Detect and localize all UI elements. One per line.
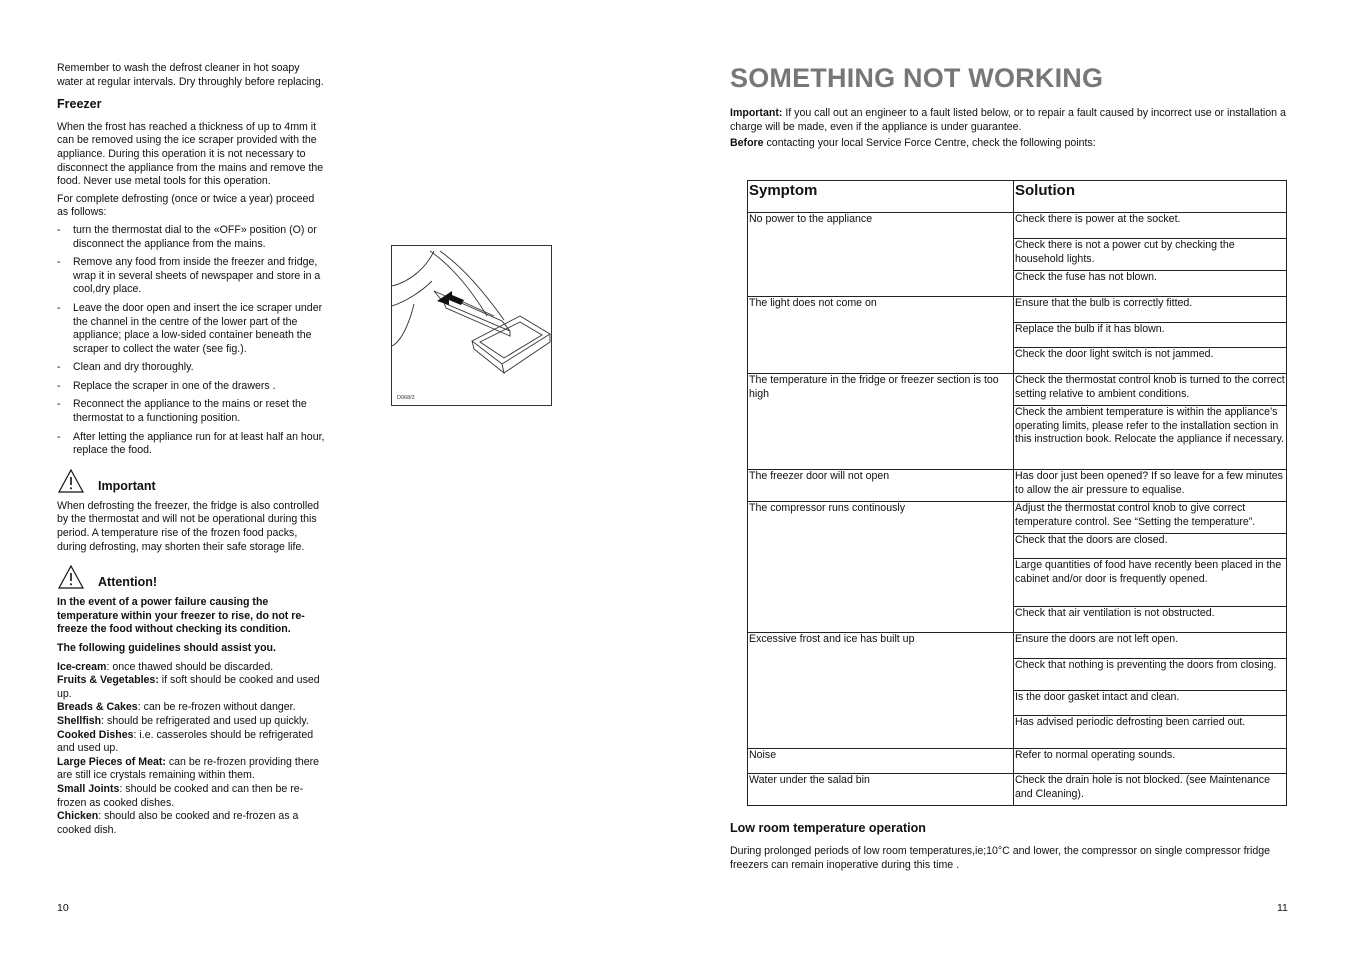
symptom-cell: Noise bbox=[748, 749, 1014, 774]
solution-cell bbox=[1014, 774, 1287, 806]
freezer-paragraph-2: For complete defrosting (once or twice a year) proceed as follows: bbox=[57, 192, 315, 219]
page-number-left: 10 bbox=[57, 902, 69, 914]
symptom-cell: Water under the salad bin bbox=[748, 774, 1014, 806]
symptom-cell: The compressor runs continously bbox=[748, 502, 1014, 633]
left-page-column bbox=[57, 62, 327, 837]
freezer-heading: Freezer bbox=[57, 97, 102, 112]
table-row bbox=[748, 374, 1287, 470]
symptom-cell: The temperature in the fridge or freezer section is too high bbox=[748, 374, 1014, 470]
figure-code: D068/2 bbox=[397, 395, 415, 401]
page-number-right: 11 bbox=[1277, 902, 1288, 914]
symptom-cell: The light does not come on bbox=[748, 297, 1014, 374]
solution-item: Refer to normal operating sounds. bbox=[1015, 749, 1176, 761]
solution-item: Check there is not a power cut by checking the household lights. bbox=[1014, 239, 1286, 271]
table-row bbox=[748, 502, 1287, 633]
freezer-paragraph-1: When the frost has reached a thickness of up to 4mm it can be removed using the ice scraper provided with the appliance. During this operation it is not necessary to disconnect the appliance from the mains and remove the food. Never use metal tools for this operation. bbox=[57, 120, 324, 188]
symptom-cell: The freezer door will not open bbox=[748, 470, 1014, 502]
solution-cell bbox=[1014, 374, 1287, 470]
guideline-item: Large Pieces of Meat: can be re-frozen providing there are still ice crystals remaining within them. bbox=[57, 755, 320, 782]
solution-cell bbox=[1014, 502, 1287, 633]
list-item: - Replace the scraper in one of the drawers . bbox=[57, 379, 276, 392]
solution-cell bbox=[1014, 633, 1287, 749]
guideline-item: Cooked Dishes: i.e. casseroles should be refrigerated and used up. bbox=[57, 728, 314, 755]
important-heading: Important bbox=[98, 478, 156, 493]
warning-triangle-icon bbox=[57, 564, 85, 590]
low-temp-text: During prolonged periods of low room temperatures,ie;10°C and lower, the compressor on single compressor fridge freezers can remain inoperative during this time . bbox=[730, 845, 1271, 871]
list-item: - Clean and dry thoroughly. bbox=[57, 361, 194, 374]
important-text: When defrosting the freezer, the fridge is also controlled by the thermostat and will not be operational during this period. A temperature rise of the frozen food packs, during defrosting, may shorten their safe storage life. bbox=[57, 499, 320, 553]
defrost-steps-list bbox=[57, 224, 327, 458]
important-notice: Important: If you call out an engineer to a fault listed below, or to repair a fault caused by incorrect use or installation a charge will be made, even if the appliance is under guarantee. bbox=[730, 107, 1286, 133]
solution-item: Check that air ventilation is not obstructed. bbox=[1015, 607, 1215, 619]
solution-item: Replace the bulb if it has blown. bbox=[1014, 323, 1286, 348]
defrost-cleaner-note: Remember to wash the defrost cleaner in hot soapy water at regular intervals. Dry throughly before replacing. bbox=[57, 62, 324, 88]
table-row bbox=[748, 774, 1287, 806]
solution-column-header: Solution bbox=[1014, 181, 1287, 213]
guideline-item: Fruits & Vegetables: if soft should be cooked and used up. bbox=[57, 674, 320, 700]
solution-cell bbox=[1014, 470, 1287, 502]
list-item: - Leave the door open and insert the ice scraper under the channel in the centre of the lower part of the appliance; place a low-sided container beneath the scraper to collect the water (see fig.). bbox=[57, 301, 323, 355]
symptom-cell: Excessive frost and ice has built up bbox=[748, 633, 1014, 749]
food-guidelines bbox=[57, 661, 327, 838]
solution-item: Has advised periodic defrosting been carried out. bbox=[1015, 716, 1246, 728]
page-title: SOMETHING NOT WORKING bbox=[730, 63, 1104, 93]
solution-cell bbox=[1014, 213, 1287, 297]
guideline-item: Small Joints: should be cooked and can then be re-frozen as cooked dishes. bbox=[57, 782, 304, 809]
solution-item: Check that nothing is preventing the doors from closing. bbox=[1014, 659, 1286, 691]
table-row bbox=[748, 633, 1287, 749]
list-item: - turn the thermostat dial to the «OFF» position (O) or disconnect the appliance from the mains. bbox=[57, 223, 317, 250]
attention-heading-row bbox=[57, 564, 327, 590]
table-row bbox=[748, 213, 1287, 297]
guideline-item: Shellfish: should be refrigerated and used up quickly. bbox=[57, 714, 309, 727]
solution-item: Is the door gasket intact and clean. bbox=[1014, 691, 1286, 716]
solution-item: Check the ambient temperature is within the appliance’s operating limits, please refer to the installation section in this instruction book. Relocate the appliance if necessary. bbox=[1015, 406, 1284, 446]
solution-item: Check the drain hole is not blocked. (see Maintenance and Cleaning). bbox=[1015, 774, 1270, 800]
ice-scraper-figure bbox=[391, 245, 552, 406]
solution-item: Ensure that the bulb is correctly fitted. bbox=[1014, 297, 1286, 323]
solution-cell bbox=[1014, 297, 1287, 374]
symptom-column-header: Symptom bbox=[748, 181, 1014, 213]
table-row bbox=[748, 297, 1287, 374]
solution-item: Check the fuse has not blown. bbox=[1015, 271, 1157, 283]
solution-item: Check the door light switch is not jammed. bbox=[1015, 348, 1214, 360]
solution-item: Adjust the thermostat control knob to give correct temperature control. See “Setting the temperature”. bbox=[1014, 502, 1286, 534]
before-notice: Before contacting your local Service Force Centre, check the following points: bbox=[730, 137, 1096, 149]
table-row bbox=[748, 470, 1287, 502]
solution-item: Check the thermostat control knob is turned to the correct setting relative to ambient conditions. bbox=[1014, 374, 1286, 406]
solution-item: Ensure the doors are not left open. bbox=[1014, 633, 1286, 659]
attention-bold-text: In the event of a power failure causing the temperature within your freezer to rise, do not re-freeze the food without checking its condition. bbox=[57, 596, 305, 636]
solution-cell bbox=[1014, 749, 1287, 774]
symptom-cell: No power to the appliance bbox=[748, 213, 1014, 297]
solution-item: Check that the doors are closed. bbox=[1014, 534, 1286, 559]
solution-item: Has door just been opened? If so leave for a few minutes to allow the air pressure to equalise. bbox=[1015, 470, 1283, 496]
important-heading-row bbox=[57, 468, 327, 494]
warning-triangle-icon bbox=[57, 468, 85, 494]
guideline-item: Breads & Cakes: can be re-frozen without danger. bbox=[57, 701, 296, 714]
list-item: - After letting the appliance run for at least half an hour, replace the food. bbox=[57, 430, 325, 457]
guideline-item: Chicken: should also be cooked and re-frozen as a cooked dish. bbox=[57, 810, 299, 836]
low-temp-heading: Low room temperature operation bbox=[730, 821, 926, 835]
guideline-item: Ice-cream: once thawed should be discarded. bbox=[57, 660, 274, 673]
solution-item: Check there is power at the socket. bbox=[1014, 213, 1286, 239]
solution-item: Large quantities of food have recently been placed in the cabinet and/or door is frequently opened. bbox=[1014, 559, 1286, 607]
table-header-row bbox=[748, 181, 1287, 213]
attention-heading: Attention! bbox=[98, 575, 158, 590]
list-item: - Remove any food from inside the freezer and fridge, wrap it in several sheets of newspaper and store in a cool,dry place. bbox=[57, 256, 321, 296]
intro-text bbox=[730, 106, 1290, 152]
ice-scraper-illustration bbox=[392, 246, 551, 405]
troubleshooting-table bbox=[747, 180, 1287, 806]
list-item: - Reconnect the appliance to the mains or reset the thermostat to a functioning position. bbox=[57, 398, 307, 425]
table-row bbox=[748, 749, 1287, 774]
guidelines-intro: The following guidelines should assist you. bbox=[57, 642, 276, 654]
